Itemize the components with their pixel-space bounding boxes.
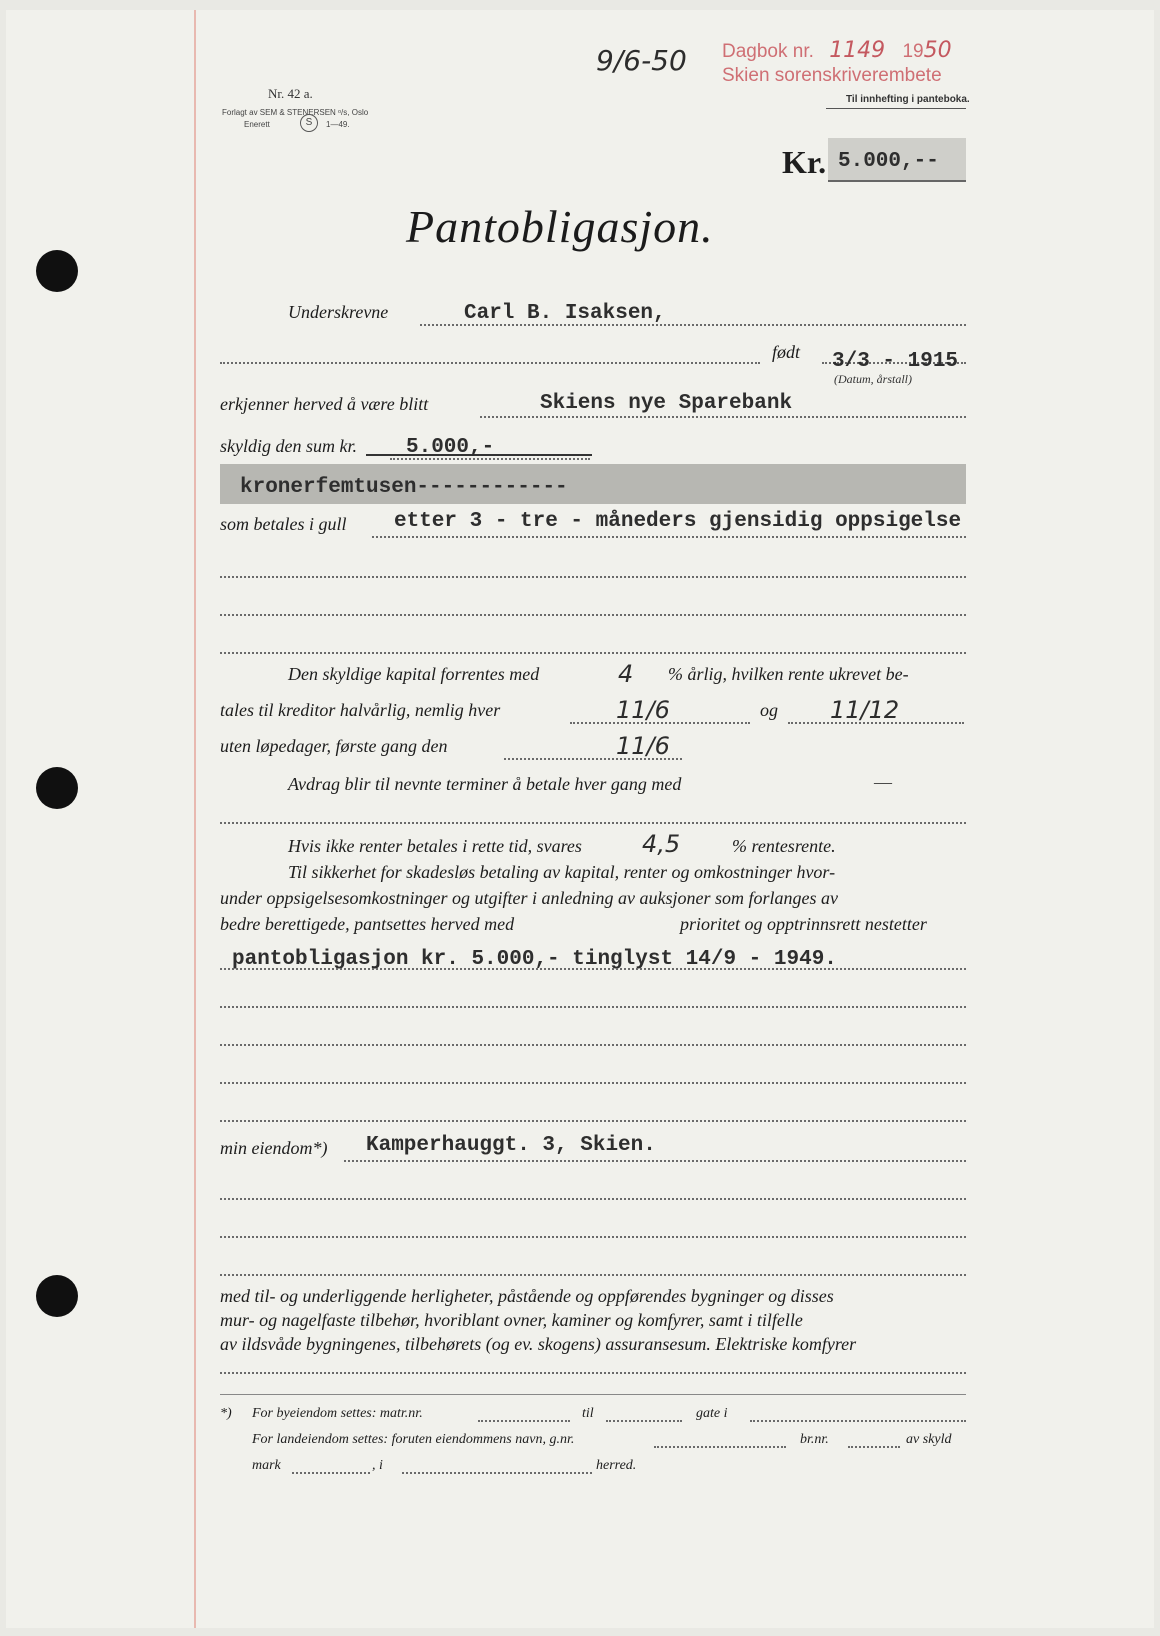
interest-first-date: 11/6 <box>616 732 670 760</box>
amount-label: Kr. <box>782 144 827 180</box>
erkjenner-line <box>480 416 966 418</box>
security-para3a: bedre berettigede, pantsettes herved med <box>220 914 515 934</box>
property-line <box>344 1160 966 1162</box>
footnote-star: *) <box>220 1406 232 1421</box>
stamp-note-rule <box>826 108 966 109</box>
property-label: min eiendom*) <box>220 1138 328 1158</box>
blank-line <box>220 1044 966 1046</box>
footnote-by-label: For byeiendom settes: matr.nr. <box>252 1406 423 1421</box>
betales-line <box>372 536 966 538</box>
fodt-hint: (Datum, årstall) <box>834 372 912 386</box>
security-para2: under oppsigelsesomkostninger og utgifter i anledning av auksjoner som forlanges av <box>220 888 838 908</box>
interest-date1: 11/6 <box>616 696 670 724</box>
rentes-line-a: Hvis ikke renter betales i rette tid, svares <box>288 836 582 856</box>
blank-line <box>220 1120 966 1122</box>
document-title: Pantobligasjon. <box>406 201 714 252</box>
footnote-til-line <box>606 1420 682 1422</box>
erkjenner-label: erkjenner herved å være blitt <box>220 394 429 414</box>
betales-label: som betales i gull <box>220 514 347 534</box>
security-para1: Til sikkerhet for skadesløs betaling av kapital, renter og omkostninger hvor- <box>288 862 836 882</box>
skyldig-label: skyldig den sum kr. <box>220 436 357 456</box>
handwritten-date: 9/6-50 <box>596 44 687 77</box>
blank-line <box>220 822 966 824</box>
stamp-year-prefix: 19 <box>902 41 924 62</box>
footnote-gate: gate i <box>696 1406 728 1421</box>
footnote-rule <box>220 1394 966 1395</box>
form-number: Nr. 42 a. <box>268 86 313 101</box>
amount-box <box>828 138 966 182</box>
interest-date2: 11/12 <box>830 696 900 724</box>
stamp-dagbok-number: 1149 <box>829 38 886 63</box>
blank-line <box>220 576 966 578</box>
closing-line2: mur- og nagelfaste tilbehør, hvoriblant ovner, kaminer og komfyrer, samt i tilfelle <box>220 1310 803 1330</box>
publisher-date: 1—49. <box>326 120 350 129</box>
rentes-rate: 4,5 <box>642 830 681 858</box>
underskrevne-value: Carl B. Isaksen, <box>464 302 666 325</box>
blank-line <box>220 614 966 616</box>
stamp-dagbok-label: Dagbok nr. <box>722 41 814 62</box>
interest-rate: 4 <box>618 660 634 688</box>
amount-value: 5.000,-- <box>838 150 939 173</box>
interest-line1b: % årlig, hvilken rente ukrevet be- <box>668 664 909 684</box>
avdrag-text: Avdrag blir til nevnte terminer å betale hver gang med <box>288 774 682 794</box>
binder-hole <box>36 1275 78 1317</box>
footnote-til: til <box>582 1406 594 1421</box>
stamp-note: Til innhefting i panteboka. <box>846 94 970 105</box>
footnote-brnr: br.nr. <box>800 1432 829 1447</box>
blank-line <box>220 1082 966 1084</box>
interest-line1a: Den skyldige kapital forrentes med <box>288 664 540 684</box>
interest-og: og <box>760 700 778 720</box>
footnote-herred: herred. <box>596 1458 637 1473</box>
footnote-matr-line <box>478 1420 570 1422</box>
underskrevne-label: Underskrevne <box>288 302 389 322</box>
blank-line <box>220 1274 966 1276</box>
fodt-pre-line <box>220 362 760 364</box>
kroner-words: kronerfemtusen------------ <box>240 476 568 499</box>
footnote-land-label: For landeiendom settes: foruten eiendommens navn, g.nr. <box>252 1432 575 1447</box>
betales-value: etter 3 - tre - måneders gjensidig oppsigelse <box>394 510 962 533</box>
document-page <box>6 10 1154 1628</box>
interest-line2a: tales til kreditor halvårlig, nemlig hver <box>220 700 501 720</box>
security-para3b: prioritet og opptrinnsrett nestetter <box>680 914 927 934</box>
publisher-logo-icon: S <box>300 114 318 132</box>
footnote-i: , i <box>372 1458 383 1473</box>
kroner-band <box>220 464 966 504</box>
prior-line <box>220 968 966 970</box>
blank-line <box>220 1236 966 1238</box>
stamp-office: Skien sorenskriverembete <box>722 65 942 86</box>
publisher-enerett: Enerett <box>244 120 270 129</box>
stamp-dagbok <box>722 38 952 63</box>
blank-line <box>220 1372 966 1374</box>
stamp-year-suffix: 50 <box>923 38 952 63</box>
footnote-herred-line <box>402 1472 592 1474</box>
footnote-mark: mark <box>252 1458 281 1473</box>
skyldig-value: 5.000,- <box>406 436 495 459</box>
prior-value: pantobligasjon kr. 5.000,- tinglyst 14/9 - 1949. <box>232 948 837 971</box>
binder-hole <box>36 250 78 292</box>
interest-line3a: uten løpedager, første gang den <box>220 736 448 756</box>
margin-rule <box>194 10 196 1628</box>
avdrag-value: — <box>874 772 892 792</box>
footnote-mark-line <box>292 1472 370 1474</box>
blank-line <box>220 1006 966 1008</box>
blank-line <box>220 1198 966 1200</box>
footnote-avskyld: av skyld <box>906 1432 952 1447</box>
rentes-line-b: % rentesrente. <box>732 836 836 856</box>
publisher-line: Forlagt av SEM & STENERSEN ᵒ/s, Oslo <box>222 108 369 117</box>
blank-line <box>220 652 966 654</box>
fodt-value: 3/3 - 1915 <box>832 350 959 373</box>
footnote-brnr-line <box>848 1446 900 1448</box>
footnote-gnr-line <box>654 1446 786 1448</box>
property-value: Kamperhauggt. 3, Skien. <box>366 1134 656 1157</box>
binder-hole <box>36 767 78 809</box>
erkjenner-value: Skiens nye Sparebank <box>540 392 793 415</box>
closing-line1: med til- og underliggende herligheter, påstående og oppførendes bygninger og disses <box>220 1286 834 1306</box>
fodt-label: født <box>772 342 801 362</box>
closing-line3: av ildsvåde bygningenes, tilbehørets (og ev. skogens) assuransesum. Elektriske komfyrer <box>220 1334 857 1354</box>
footnote-gate-line <box>750 1420 966 1422</box>
